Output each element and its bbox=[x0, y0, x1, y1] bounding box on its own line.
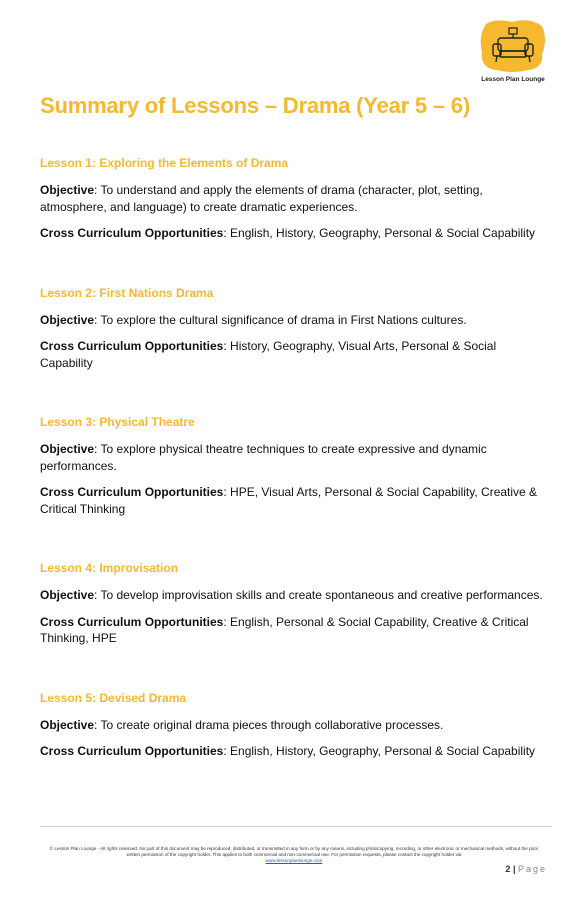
cross-label: Cross Curriculum Opportunities bbox=[40, 226, 224, 240]
lesson-title: Lesson 5: Devised Drama bbox=[40, 690, 187, 705]
couch-logo-icon bbox=[478, 18, 548, 74]
lesson-title: Lesson 1: Exploring the Elements of Drama bbox=[40, 156, 289, 170]
lesson-objective bbox=[40, 717, 552, 734]
website-link[interactable]: www.lessonplanlounge.com bbox=[265, 858, 323, 864]
lesson-objective bbox=[40, 587, 552, 604]
page-label: Page bbox=[517, 864, 547, 874]
lesson-title: Lesson 4: Improvisation bbox=[40, 561, 179, 575]
lesson-3 bbox=[40, 415, 552, 517]
cross-text: : English, Personal & Social Capability, Creative & Critical Thinking, HPE bbox=[40, 614, 529, 645]
cross-text: : History, Geography, Visual Arts, Personal & Social Capability bbox=[40, 339, 497, 370]
lesson-cross-curriculum bbox=[40, 614, 552, 647]
objective-label: Objective bbox=[40, 183, 95, 197]
lesson-cross-curriculum bbox=[40, 225, 552, 242]
page-number bbox=[505, 864, 547, 874]
cross-label: Cross Curriculum Opportunities bbox=[40, 614, 224, 629]
objective-text: : To develop improvisation skills and create spontaneous and creative performances. bbox=[94, 588, 543, 602]
lesson-cross-curriculum bbox=[40, 484, 552, 517]
lesson-objective bbox=[40, 441, 552, 474]
objective-label: Objective bbox=[40, 588, 95, 602]
page-number-value: 2 bbox=[505, 864, 511, 874]
objective-text: : To understand and apply the elements of drama (character, plot, setting, atmosphere, and language) to create dramatic experiences. bbox=[40, 183, 483, 214]
lesson-1 bbox=[40, 156, 552, 242]
lesson-4 bbox=[40, 561, 552, 647]
objective-text: : To create original drama pieces through collaborative processes. bbox=[94, 717, 444, 732]
objective-label: Objective bbox=[40, 717, 95, 732]
page-separator: | bbox=[510, 864, 518, 874]
footer-divider bbox=[40, 826, 552, 827]
lesson-title: Lesson 3: Physical Theatre bbox=[40, 415, 195, 429]
objective-text: : To explore physical theatre techniques to create expressive and dynamic performances. bbox=[40, 442, 487, 473]
cross-text: : HPE, Visual Arts, Personal & Social Capability, Creative & Critical Thinking bbox=[40, 485, 538, 516]
lesson-5 bbox=[40, 691, 552, 760]
lesson-2 bbox=[40, 286, 552, 372]
lesson-objective bbox=[40, 182, 552, 215]
footer-copyright bbox=[44, 846, 544, 865]
cross-text: : English, History, Geography, Personal & Social Capability bbox=[223, 744, 536, 758]
cross-label: Cross Curriculum Opportunities bbox=[40, 339, 224, 353]
lesson-cross-curriculum bbox=[40, 338, 552, 371]
lesson-title: Lesson 2: First Nations Drama bbox=[40, 285, 214, 300]
lesson-list bbox=[40, 156, 552, 770]
objective-text: : To explore the cultural significance of drama in First Nations cultures. bbox=[94, 312, 467, 327]
objective-label: Objective bbox=[40, 442, 95, 456]
cross-label: Cross Curriculum Opportunities bbox=[40, 485, 224, 499]
cross-label: Cross Curriculum Opportunities bbox=[40, 744, 224, 758]
lesson-cross-curriculum bbox=[40, 743, 552, 760]
copyright-text: © Lesson Plan Lounge - All rights reserved. No part of this document may be reproduced, distributed, or transmitted in any form or by any means, including photocopying, recording, or other electronic or mechanical methods, without the prior written permission of the copyright holder. This applies to both commercial and non-commercial use. For permission requests, please contact the copyright holder via bbox=[49, 846, 539, 858]
objective-label: Objective bbox=[40, 312, 95, 327]
logo-text: Lesson Plan Lounge bbox=[481, 76, 545, 83]
cross-text: : English, History, Geography, Personal & Social Capability bbox=[223, 226, 536, 240]
lesson-objective bbox=[40, 312, 552, 329]
page-title: Summary of Lessons – Drama (Year 5 – 6) bbox=[40, 93, 470, 118]
brand-logo bbox=[478, 18, 548, 86]
